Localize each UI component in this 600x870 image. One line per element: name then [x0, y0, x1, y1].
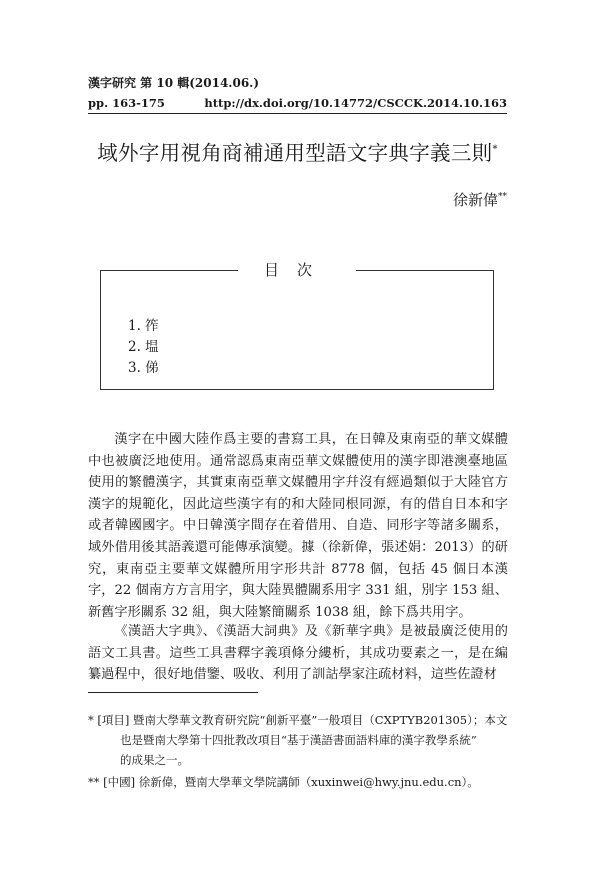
- author-name: 徐新偉: [452, 191, 498, 209]
- article-title-text: 域外字用視角商補通用型語文字典字義三則: [97, 141, 493, 165]
- footnote-divider: [88, 692, 258, 693]
- toc-list: [128, 316, 159, 379]
- journal-info: 漢字研究 第 10 輯(2014.06.): [88, 76, 260, 90]
- toc-heading-text: 目次: [238, 259, 356, 281]
- table-of-contents-box: [100, 270, 494, 390]
- author: [453, 189, 507, 210]
- article-title: [88, 136, 507, 166]
- toc-item: 3. 俤: [128, 360, 159, 376]
- toc-item: 2. 塭: [128, 339, 159, 355]
- footnote-1: [88, 710, 516, 770]
- footnote-1-line-3: 的成果之一。: [120, 753, 189, 767]
- body-paragraph-2: 《漢語大字典》、《漢語大詞典》及《新華字典》是被最廣泛使用的語文工具書。這些工具書釋字義項條分縷析，其成功要素之一，是在編纂過程中，很好地借鑒、吸收、利用了訓詁學家注疏材料，這些佐證材: [88, 624, 508, 683]
- footnote-1-line-2: 也是暨南大學第十四批教改項目“基于漢語書面語料庫的漢字教學系統”: [120, 733, 477, 747]
- author-footnote-mark: **: [498, 192, 507, 202]
- toc-heading: [100, 259, 494, 281]
- title-footnote-mark: *: [492, 144, 498, 156]
- body-paragraph-1: 漢字在中國大陸作爲主要的書寫工具，在日韓及東南亞的華文媒體中也被廣泛地使用。通常認爲東南亞華文媒體使用的漢字即港澳臺地區使用的繁體漢字，其實東南亞華文媒體用字幷沒有經過類似于大陸官方漢字的規範化，因此這些漢字有的和大陸同根同源，有的借自日本和字或者韓國國字。中日韓漢字間存在着借用、自造、同形字等諸多關系，域外借用後其語義還可能傳承演變。據（徐新偉，張述娟：2013）的研究，東南亞主要華文媒體所用字形共計 8778 個，包括 45 個日本漢字，22 個南方方言用字，與大陸異體關系用字 331 組，別字 153 組、新舊字形關系 32 組，與大陸繁簡關系 1038 組，餘下爲共用字。: [88, 432, 508, 620]
- toc-item: 1. 筰: [128, 318, 159, 334]
- page-range: pp. 163-175: [88, 96, 165, 110]
- doi-link[interactable]: http://dx.doi.org/10.14772/CSCCK.2014.10.163: [204, 96, 507, 110]
- header-divider: [88, 113, 507, 114]
- footnote-2: ** [中國] 徐新偉，暨南大學華文學院講師（xuxinwei@hwy.jnu.edu.cn）。: [88, 775, 479, 789]
- footnote-1-line-1: * [項目] 暨南大學華文教育研究院“創新平臺”一般項目（CXPTYB201305）；本文: [88, 713, 508, 727]
